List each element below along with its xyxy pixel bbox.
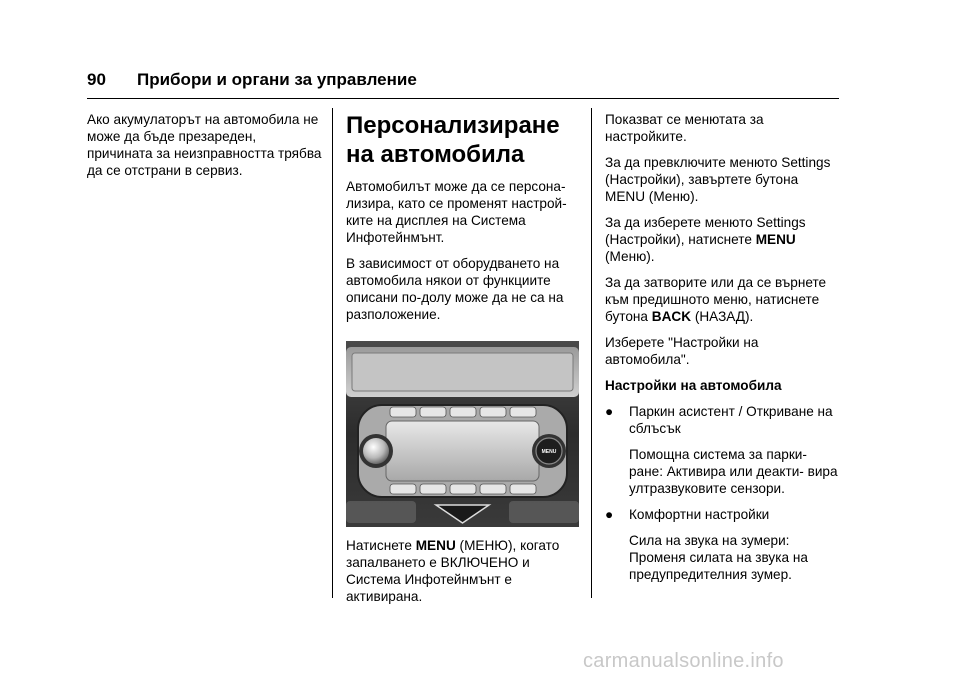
page-header (87, 70, 417, 90)
bullet-item-comfort: ● Комфортни настройки (605, 507, 770, 522)
bullet-icon: ● (605, 507, 614, 522)
bullet-item-parking: ● Паркин асистент / Откриване на сблъсък (605, 404, 833, 436)
infotainment-panel-figure (346, 341, 579, 527)
back-paragraph: За да затворите или да се върнете към предишното меню, натиснете бутона BACK (НАЗАД). (605, 275, 827, 324)
bullet-icon: ● (605, 404, 614, 419)
menu-term-2: MENU (755, 232, 796, 247)
press-menu-paragraph: Натиснете MENU (МЕНЮ), когато запалването е ВКЛЮЧЕНО и Система Инфотейнмънт е активирана. (346, 538, 560, 604)
top-buttons-row (390, 407, 536, 417)
column-divider-1 (332, 108, 333, 598)
header-rule (87, 98, 839, 99)
column-3 (605, 111, 841, 592)
menu-term: MENU (415, 538, 456, 553)
comfort-description: Сила на звука на зумери: Променя силата на звука на предупредителния зумер. (629, 533, 808, 582)
menus-shown-paragraph: Показват се менютата за настройките. (605, 112, 764, 144)
back-term: BACK (651, 309, 692, 324)
bottom-buttons-row (390, 484, 536, 494)
column-2 (346, 111, 582, 614)
chapter-title: Прибори и органи за управление (137, 70, 417, 89)
select-menu-paragraph: За да изберете менюто Settings (Настройки), натиснете MENU (Меню). (605, 215, 806, 264)
column-divider-2 (591, 108, 592, 598)
battery-paragraph: Ако акумулаторът на автомобила не може да бъде презареден, причината за неизправността трябва да се отстрани в сервиз. (87, 112, 322, 178)
choose-settings-paragraph: Изберете "Настройки на автомобила". (605, 335, 759, 367)
watermark: carmanualsonline.info (583, 650, 784, 672)
right-vent (509, 501, 579, 523)
menu-knob-label: MENU (541, 449, 557, 455)
page-number: 90 (87, 70, 106, 89)
volume-knob (363, 438, 389, 464)
parking-description: Помощна система за парки- ране: Активира или деакти- вира ултразвуковите сензори. (629, 447, 838, 496)
intro-paragraph: Автомобилът може да се персона- лизира, като се променят настрой- ките на дисплея на Система Инфотейнмънт. (346, 179, 567, 245)
column-1 (87, 111, 322, 188)
availability-paragraph: В зависимост от оборудването на автомобила някои от функциите описани по-долу може да не са на разположение. (346, 256, 564, 322)
vehicle-settings-subheading: Настройки на автомобила (605, 378, 782, 393)
left-vent (346, 501, 416, 523)
center-display (386, 421, 539, 481)
switch-menu-paragraph: За да превключите менюто Settings (Настройки), завъртете бутона MENU (Меню). (605, 155, 831, 204)
section-heading: Персонализиране на автомобила (346, 112, 560, 168)
